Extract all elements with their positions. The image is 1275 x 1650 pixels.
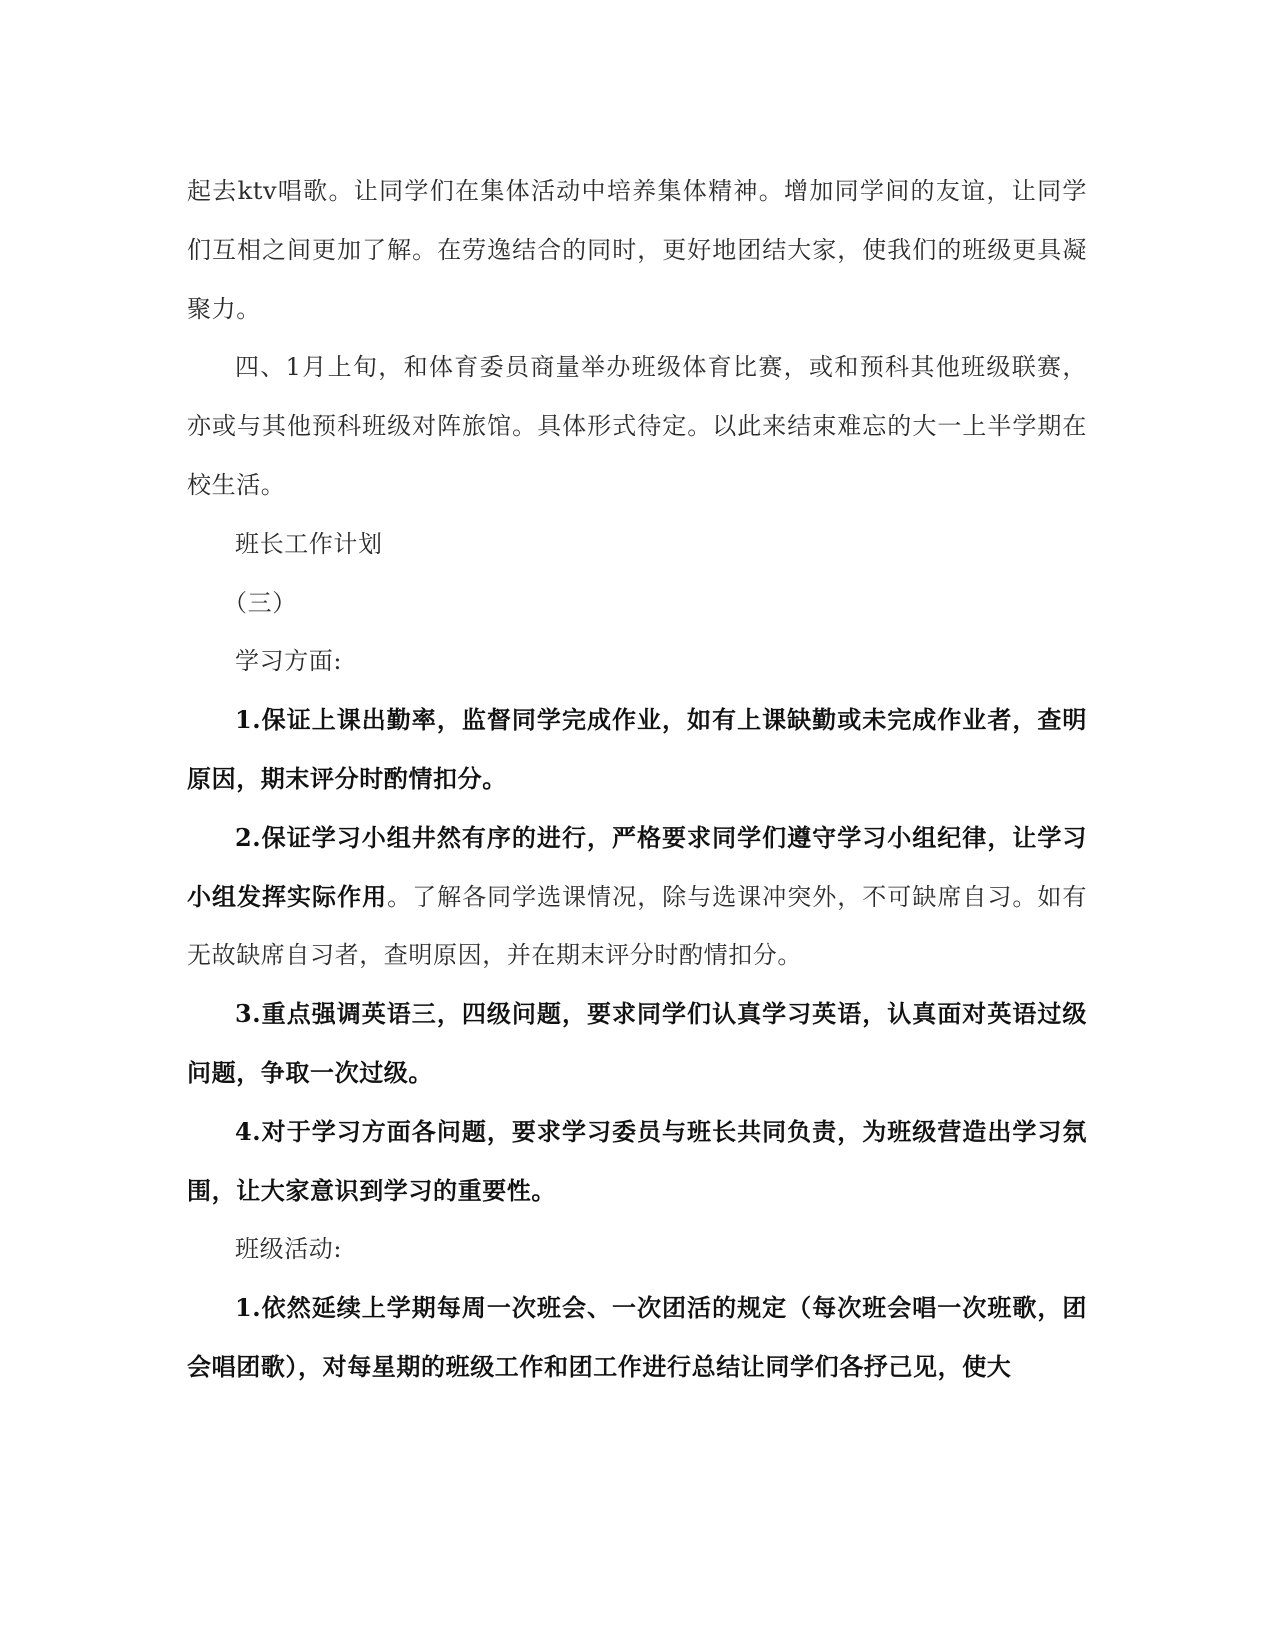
title-text: 班长工作计划	[235, 529, 383, 558]
paragraph-text: 起去ktv唱歌。让同学们在集体活动中培养集体精神。增加同学间的友谊，让同学们互相之间更加了解。在劳逸结合的同时，更好地团结大家，使我们的班级更具凝聚力。	[187, 177, 1087, 323]
paragraph-text: 四、1月上旬，和体育委员商量举办班级体育比赛，或和预科其他班级联赛，亦或与其他预科班级对阵旅馆。具体形式待定。以此来结束难忘的大一上半学期在校生活。	[187, 353, 1087, 499]
heading-text: 班级活动:	[235, 1235, 343, 1264]
item-text-bold: 2.保证学习小组井然有序的进行，严格要求同学们遵守学习小组纪律，让学习小组发挥实际作用	[187, 822, 1087, 911]
document-page	[187, 162, 1087, 1397]
study-section-heading	[187, 632, 1087, 691]
heading-text: 学习方面:	[235, 647, 343, 676]
study-item-3	[187, 985, 1087, 1103]
paragraph-item-four	[187, 338, 1087, 514]
activity-section-heading	[187, 1220, 1087, 1279]
activity-item-1	[187, 1279, 1087, 1397]
section-number	[187, 574, 1087, 633]
document-title	[187, 515, 1087, 574]
section-number-text: （三）	[223, 588, 297, 617]
study-item-4	[187, 1103, 1087, 1221]
item-text: 4.对于学习方面各问题，要求学习委员与班长共同负责，为班级营造出学习氛围，让大家意识到学习的重要性。	[187, 1116, 1087, 1205]
paragraph-continuation	[187, 162, 1087, 338]
study-item-1	[187, 691, 1087, 809]
item-text-regular: 。了解各同学选课情况，除与选课冲突外，不可缺席自习。如有无故缺席自习者，查明原因，并在期末评分时酌情扣分。	[187, 882, 1087, 970]
item-text: 1.保证上课出勤率，监督同学完成作业，如有上课缺勤或未完成作业者，查明原因，期末评分时酌情扣分。	[187, 705, 1087, 793]
item-text: 3.重点强调英语三，四级问题，要求同学们认真学习英语，认真面对英语过级问题，争取一次过级。	[187, 999, 1087, 1087]
study-item-2	[187, 809, 1087, 985]
item-text: 1.依然延续上学期每周一次班会、一次团活的规定（每次班会唱一次班歌，团会唱团歌），对每星期的班级工作和团工作进行总结让同学们各抒己见，使大	[187, 1293, 1087, 1381]
